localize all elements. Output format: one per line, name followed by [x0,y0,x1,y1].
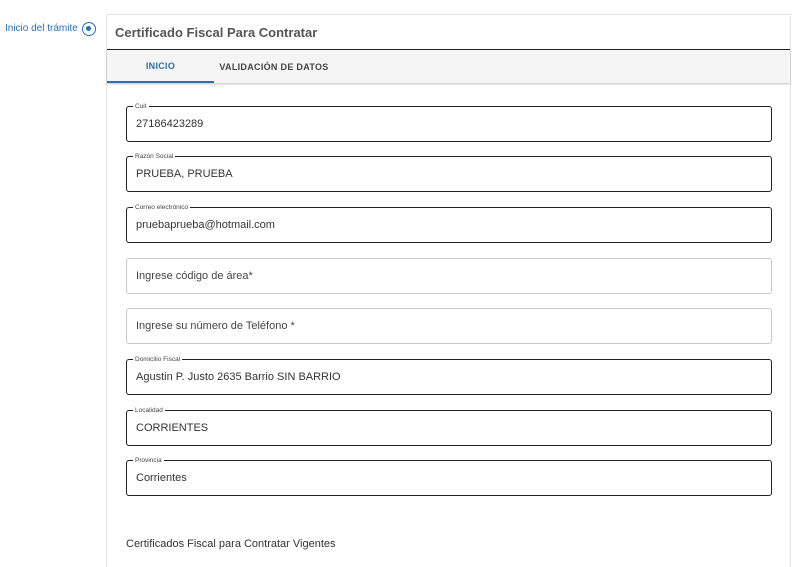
tab-inicio[interactable]: INICIO [107,50,214,83]
tab-validacion-de-datos[interactable]: VALIDACIÓN DE DATOS [219,61,329,72]
domicilio-field[interactable] [126,356,772,395]
stepper-step-inicio[interactable] [0,19,100,39]
provincia-value: Corrientes [136,472,187,484]
razon-social-label: Razón Social [135,153,174,160]
localidad-field[interactable] [126,407,772,446]
section-title: Certificados Fiscal para Contratar Vigentes [126,538,336,550]
razon-social-field[interactable] [126,153,772,192]
email-value: pruebaprueba@hotmail.com [136,219,275,231]
form-card [106,14,791,567]
area-code-placeholder: Ingrese código de área* [136,270,253,282]
stepper-step-label: Inicio del trámite [5,23,78,34]
provincia-field[interactable] [126,457,772,496]
localidad-value: CORRIENTES [136,422,209,434]
radio-dot-icon [82,22,96,36]
localidad-label: Localidad [135,407,163,414]
cuit-label: Cuit [135,103,147,110]
phone-placeholder: Ingrese su número de Teléfono * [136,320,295,332]
area-code-input[interactable] [126,258,772,294]
card-header [107,15,790,50]
domicilio-label: Domicilio Fiscal [135,356,181,363]
razon-social-value: PRUEBA, PRUEBA [136,168,233,180]
cuit-value: 27186423289 [136,118,204,130]
page-title: Certificado Fiscal Para Contratar [115,25,318,40]
provincia-label: Provincia [135,457,162,464]
domicilio-value: Agustin P. Justo 2635 Barrio SIN BARRIO [136,371,341,383]
tab-bar [107,50,790,83]
phone-input[interactable] [126,308,772,344]
email-field[interactable] [126,204,772,243]
email-label: Correo electrónico [135,204,189,211]
cuit-field[interactable] [126,103,772,142]
